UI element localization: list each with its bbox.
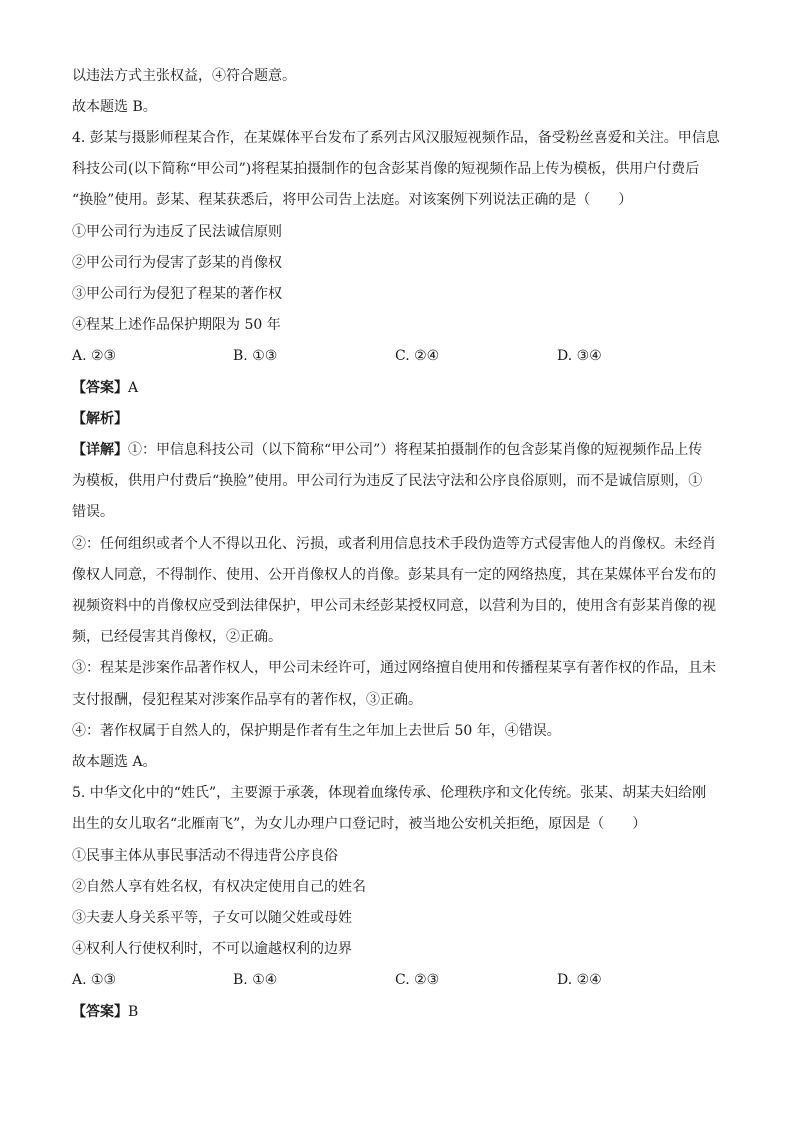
- text-line: 为模板，供用户付费后“换脸”使用。甲公司行为违反了民法守法和公序良俗原则，而不是诚信原则，①: [72, 473, 703, 489]
- text-line: 支付报酬，侵犯程某对涉案作品享有的著作权，③正确。: [72, 692, 422, 708]
- question-5-statement: ③夫妻人身关系平等，子女可以随父姓或母姓: [72, 910, 352, 926]
- detail-tag: 【详解】: [72, 442, 128, 458]
- answer-value: B: [128, 1004, 139, 1020]
- text-line: ③：程某是涉案作品著作权人，甲公司未经许可，通过网络擅自使用和传播程某享有著作权的作品，且未: [72, 660, 716, 676]
- question-5-stem: 5. 中华文化中的“姓氏”，主要源于承袭，体现着血缘传承、伦理秩序和文化传统。张某、胡某夫妇给刚: [72, 785, 707, 801]
- question-4-statement: ④程某上述作品保护期限为 50 年: [72, 317, 281, 333]
- analysis-line: [72, 409, 724, 429]
- text-line: 故本题选 B。: [72, 99, 157, 115]
- question-4-statement: ①甲公司行为违反了民法诚信原则: [72, 224, 282, 240]
- text-line: 频，已经侵害其肖像权，②正确。: [72, 629, 282, 645]
- text-line: 故本题选 A。: [72, 754, 157, 770]
- text-line: 像权人同意，不得制作、使用、公开肖像权人的肖像。彭某具有一定的网络热度，其在某媒体平台发布的: [72, 567, 716, 583]
- answer-line: [72, 378, 724, 398]
- question-5-option-b: B. ①④: [233, 972, 278, 988]
- text-line: ②：任何组织或者个人不得以丑化、污损，或者利用信息技术手段伪造等方式侵害他人的肖像权。未经肖: [72, 536, 716, 552]
- analysis-tag: 【解析】: [72, 411, 128, 427]
- text-line: 错误。: [72, 504, 114, 520]
- question-4-option-a: A. ②③: [72, 348, 117, 364]
- question-5-stem: 出生的女儿取名“北雁南飞”，为女儿办理户口登记时，被当地公安机关拒绝，原因是（ ）: [72, 816, 647, 832]
- question-5-statement: ②自然人享有姓名权，有权决定使用自己的姓名: [72, 879, 366, 895]
- question-5-statement: ④权利人行使权利时，不可以逾越权利的边界: [72, 941, 352, 957]
- answer-value: A: [128, 380, 139, 396]
- question-4-stem: 科技公司(以下简称“甲公司”)将程某拍摄制作的包含彭某肖像的短视频作品上传为模板，供用户付费后: [72, 161, 700, 177]
- answer-tag: 【答案】: [72, 1004, 128, 1020]
- answer-line: [72, 1002, 724, 1022]
- detail-text: ①：甲信息科技公司（以下简称“甲公司”）将程某拍摄制作的包含彭某肖像的短视频作品上传: [128, 442, 703, 458]
- detail-line: [72, 440, 724, 460]
- question-4-stem: 4. 彭某与摄影师程某合作，在某媒体平台发布了系列古风汉服短视频作品，备受粉丝喜爱和关注。甲信息: [72, 130, 720, 146]
- question-5-option-c: C. ②③: [395, 972, 440, 988]
- question-4-option-c: C. ②④: [395, 348, 440, 364]
- question-4-statement: ③甲公司行为侵犯了程某的著作权: [72, 286, 282, 302]
- text-line: 以违法方式主张权益，④符合题意。: [72, 68, 296, 84]
- text-line: 视频资料中的肖像权应受到法律保护，甲公司未经彭某授权同意，以营利为目的，使用含有彭某肖像的视: [72, 598, 716, 614]
- question-4-statement: ②甲公司行为侵害了彭某的肖像权: [72, 255, 282, 271]
- question-5-statement: ①民事主体从事民事活动不得违背公序良俗: [72, 848, 338, 864]
- question-4-option-b: B. ①③: [233, 348, 278, 364]
- question-4-stem: “换脸”使用。彭某、程某获悉后，将甲公司告上法庭。对该案例下列说法正确的是（ ）: [72, 192, 633, 208]
- text-line: ④：著作权属于自然人的，保护期是作者有生之年加上去世后 50 年，④错误。: [72, 723, 561, 739]
- question-5-option-d: D. ②④: [557, 972, 602, 988]
- question-5-option-a: A. ①③: [72, 972, 117, 988]
- question-4-option-d: D. ③④: [557, 348, 602, 364]
- answer-tag: 【答案】: [72, 380, 128, 396]
